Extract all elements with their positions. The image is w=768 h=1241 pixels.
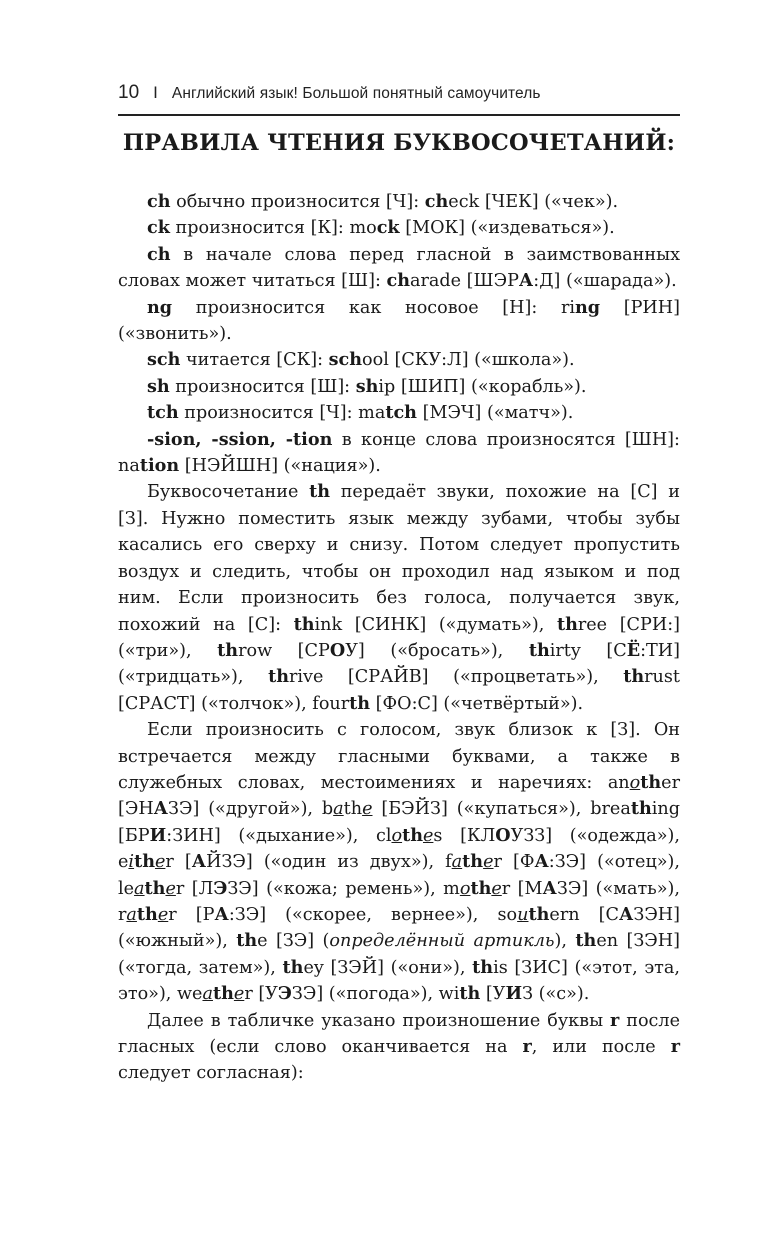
bold-fragment: th bbox=[528, 639, 550, 661]
paragraph bbox=[118, 189, 680, 215]
bold-fragment: th bbox=[472, 956, 494, 978]
bold-fragment: ch bbox=[147, 243, 171, 265]
text-fragment: произносится [К]: mo bbox=[169, 218, 377, 239]
text-fragment: r [Р bbox=[168, 904, 215, 925]
paragraph bbox=[118, 215, 680, 241]
bold-fragment: sch bbox=[328, 349, 363, 371]
underlined-fragment: o bbox=[459, 878, 471, 899]
paragraph bbox=[118, 242, 680, 295]
underlined-fragment: a bbox=[451, 852, 463, 873]
text-fragment: ool [СКУ:Л] («школа»). bbox=[362, 350, 575, 371]
text-fragment: Если произносить с голосом, звук близок к [З]. Он встречается между гласными буквами, а также в служебных словах, местоимениях и наречиях: an bbox=[118, 720, 680, 793]
text-fragment: irty [С bbox=[549, 640, 627, 661]
text-fragment: УЗЗ] («одежда»), e bbox=[118, 825, 680, 873]
bold-fragment: th bbox=[470, 877, 492, 899]
bold-fragment: О bbox=[329, 639, 346, 661]
bold-fragment: th bbox=[459, 983, 481, 1005]
text-fragment: ip [ШИП] («корабль»). bbox=[378, 376, 587, 397]
bold-fragment: ck bbox=[376, 217, 400, 239]
bold-fragment: th bbox=[217, 639, 239, 661]
bold-fragment: th bbox=[640, 771, 662, 793]
underlined-fragment: e bbox=[154, 852, 166, 873]
bold-fragment: th bbox=[136, 903, 158, 925]
text-fragment: в конце слова произносятся [ШН]: na bbox=[118, 429, 680, 477]
bold-fragment: Э bbox=[213, 877, 228, 899]
text-fragment: er [ЭН bbox=[118, 772, 680, 820]
italic-fragment: определённый артикль bbox=[329, 931, 555, 952]
bold-fragment: th bbox=[528, 903, 550, 925]
page-number: 10 bbox=[118, 82, 140, 103]
bold-fragment: th bbox=[623, 666, 645, 688]
bold-fragment: tion bbox=[139, 455, 180, 477]
bold-fragment: r bbox=[522, 1036, 532, 1057]
text-fragment: ЗЭ] («кожа; ремень»), m bbox=[227, 878, 460, 899]
bold-fragment: А bbox=[619, 903, 634, 925]
text-fragment: следует согласная): bbox=[118, 1063, 304, 1084]
bold-fragment: ng bbox=[574, 296, 601, 318]
text-fragment: s [КЛ bbox=[433, 825, 496, 846]
text-fragment: ЗЭН] («южный»), bbox=[118, 904, 680, 952]
text-fragment: :ЗЭ] («скорее, вернее»), so bbox=[228, 904, 518, 925]
bold-fragment: ch bbox=[386, 270, 411, 292]
text-fragment: [У bbox=[480, 984, 506, 1005]
paragraph bbox=[118, 427, 680, 480]
paragraph bbox=[118, 374, 680, 400]
text-fragment: th bbox=[343, 799, 363, 820]
underlined-fragment: e bbox=[362, 799, 373, 820]
bold-fragment: И bbox=[505, 983, 523, 1005]
bold-fragment: th bbox=[293, 613, 315, 635]
text-fragment: в начале слова перед гласной в заимствованных словах может читаться [Ш]: bbox=[118, 244, 680, 292]
text-fragment: rive [СРАЙВ] («процветать»), bbox=[288, 667, 624, 688]
text-fragment: r [Ф bbox=[493, 852, 535, 873]
text-fragment: ЗЭ] («погода»), wi bbox=[291, 984, 460, 1005]
text-fragment: Буквосочетание bbox=[147, 482, 310, 503]
header-separator: I bbox=[153, 83, 158, 102]
bold-fragment: r bbox=[610, 1009, 620, 1031]
text-fragment: [БЭЙЗ] («купаться»), brea bbox=[372, 799, 631, 820]
bold-fragment: th bbox=[134, 851, 155, 873]
bold-fragment: sh bbox=[147, 375, 170, 397]
text-fragment: читается [СК]: bbox=[180, 350, 329, 371]
text-fragment: ЙЗЭ] («один из двух»), f bbox=[206, 852, 452, 873]
text-fragment: У] («бросать»), bbox=[345, 640, 529, 661]
text-fragment: передаёт звуки, похожие на [С] и [З]. Нужно поместить язык между зубами, чтобы зубы касались его сверху и снизу. Потом следует пропустить воздух и следить, чтобы он проходил над языком и под ним. Если произносить без голоса, получается звук, похожий на [С]: bbox=[118, 482, 680, 635]
text-fragment: [МОК] («издеваться»). bbox=[399, 218, 615, 239]
bold-fragment: th bbox=[268, 666, 289, 688]
text-fragment: en [ЗЭН] («тогда, затем»), bbox=[118, 931, 680, 978]
bold-fragment: tch bbox=[147, 402, 179, 424]
bold-fragment: А bbox=[214, 903, 229, 925]
bold-fragment: А bbox=[153, 798, 169, 820]
text-fragment: ), bbox=[554, 931, 576, 952]
text-fragment: r [У bbox=[244, 984, 278, 1005]
paragraph bbox=[118, 295, 680, 348]
text-fragment: :ЗИН] («дыхание»), cl bbox=[166, 825, 392, 846]
bold-fragment: А bbox=[534, 851, 549, 873]
bold-fragment: ch bbox=[424, 191, 449, 212]
bold-fragment: th bbox=[309, 481, 330, 503]
running-title: Английский язык! Большой понятный самоучитель bbox=[171, 85, 541, 102]
bold-fragment: th bbox=[556, 613, 578, 635]
text-fragment: ЗЭ] («другой»), b bbox=[168, 799, 334, 820]
running-header bbox=[118, 82, 680, 112]
underlined-fragment: e bbox=[491, 878, 502, 899]
text-fragment: ern [С bbox=[549, 904, 620, 925]
underlined-fragment: o bbox=[391, 825, 403, 846]
text-fragment: , или после bbox=[531, 1037, 671, 1057]
bold-fragment: ch bbox=[147, 191, 171, 212]
bold-fragment: th bbox=[575, 930, 597, 952]
bold-fragment: th bbox=[462, 851, 484, 873]
underlined-fragment: e bbox=[165, 878, 176, 899]
text-fragment: row [СР bbox=[238, 640, 330, 661]
text-fragment: [НЭЙШН] («нация»). bbox=[179, 456, 381, 477]
bold-fragment: th bbox=[212, 983, 234, 1005]
bold-fragment: И bbox=[149, 824, 167, 846]
underlined-fragment: i bbox=[128, 852, 135, 873]
paragraph bbox=[118, 717, 680, 1007]
text-fragment: произносится как носовое [Н]: ri bbox=[172, 297, 575, 318]
bold-fragment: -sion, -ssion, -tion bbox=[147, 428, 333, 450]
text-fragment: обычно произносится [Ч]: bbox=[170, 192, 425, 212]
text-fragment: e [ЗЭ] ( bbox=[257, 931, 330, 952]
bold-fragment: th bbox=[282, 956, 304, 978]
bold-fragment: А bbox=[518, 270, 534, 292]
underlined-fragment: a bbox=[333, 799, 344, 820]
text-fragment: ing [БР bbox=[118, 799, 680, 846]
underlined-fragment: e bbox=[233, 984, 245, 1005]
paragraph bbox=[118, 347, 680, 373]
bold-fragment: sh bbox=[355, 375, 379, 397]
underlined-fragment: a bbox=[126, 904, 137, 925]
text-fragment: r [Л bbox=[175, 878, 214, 899]
bold-fragment: th bbox=[402, 824, 423, 846]
page-title: ПРАВИЛА ЧТЕНИЯ БУКВОСОЧЕТАНИЙ: bbox=[122, 130, 676, 156]
bold-fragment: tch bbox=[385, 402, 417, 424]
text-fragment: r [М bbox=[501, 878, 543, 899]
bold-fragment: th bbox=[349, 692, 371, 714]
text-fragment: [ФО:С] («четвёртый»). bbox=[370, 693, 584, 714]
bold-fragment: А bbox=[191, 851, 207, 873]
text-fragment: после гласных (если слово оканчивается на bbox=[118, 1010, 680, 1057]
underlined-fragment: e bbox=[423, 825, 434, 846]
text-fragment: ey [ЗЭЙ] («они»), bbox=[303, 957, 473, 978]
bold-fragment: Ё bbox=[626, 639, 641, 661]
text-fragment: :ТИ] («тридцать»), bbox=[118, 640, 680, 688]
bold-fragment: th bbox=[144, 877, 166, 899]
bold-fragment: ng bbox=[147, 296, 173, 318]
underlined-fragment: a bbox=[202, 984, 213, 1005]
text-fragment: ЗЭ] («мать»), r bbox=[118, 878, 680, 925]
bold-fragment: th bbox=[630, 798, 652, 820]
text-fragment: Далее в табличке указано произношение буквы bbox=[147, 1010, 611, 1031]
bold-fragment: Э bbox=[277, 983, 292, 1005]
text-fragment: ree [СРИ:] («три»), bbox=[118, 614, 680, 661]
text-fragment: ink [СИНК] («думать»), bbox=[314, 614, 557, 635]
bold-fragment: А bbox=[542, 877, 557, 899]
paragraph bbox=[118, 1008, 680, 1087]
bold-fragment: th bbox=[236, 930, 258, 952]
text-fragment: rust [СРАСТ] («толчок»), four bbox=[118, 667, 680, 714]
text-fragment: :Д] («шарада»). bbox=[533, 271, 677, 292]
bold-fragment: r bbox=[670, 1036, 680, 1057]
text-fragment: arade [ШЭР bbox=[410, 271, 519, 292]
underlined-fragment: u bbox=[517, 904, 529, 925]
underlined-fragment: a bbox=[134, 878, 145, 899]
bold-fragment: ck bbox=[147, 217, 170, 239]
underlined-fragment: e bbox=[157, 904, 169, 925]
bold-fragment: sch bbox=[147, 349, 181, 371]
text-fragment: [РИН] («звонить»). bbox=[118, 297, 680, 345]
text-fragment: [МЭЧ] («матч»). bbox=[416, 403, 574, 424]
text-fragment: З («с»). bbox=[522, 984, 590, 1005]
text-fragment: is [ЗИС] («этот, эта, это»), we bbox=[118, 957, 680, 1005]
underlined-fragment: e bbox=[483, 852, 494, 873]
paragraph bbox=[118, 479, 680, 717]
text-fragment: eck [ЧЕК] («чек»). bbox=[448, 192, 619, 212]
bold-fragment: О bbox=[495, 824, 511, 846]
body-text bbox=[118, 189, 680, 1087]
text-fragment: произносится [Ш]: bbox=[169, 376, 356, 397]
text-fragment: r [ bbox=[165, 852, 192, 873]
header-rule bbox=[118, 114, 680, 116]
underlined-fragment: o bbox=[629, 772, 641, 793]
text-fragment: :ЗЭ] («отец»), le bbox=[118, 852, 680, 899]
text-fragment: произносится [Ч]: ma bbox=[178, 403, 386, 424]
paragraph bbox=[118, 400, 680, 426]
